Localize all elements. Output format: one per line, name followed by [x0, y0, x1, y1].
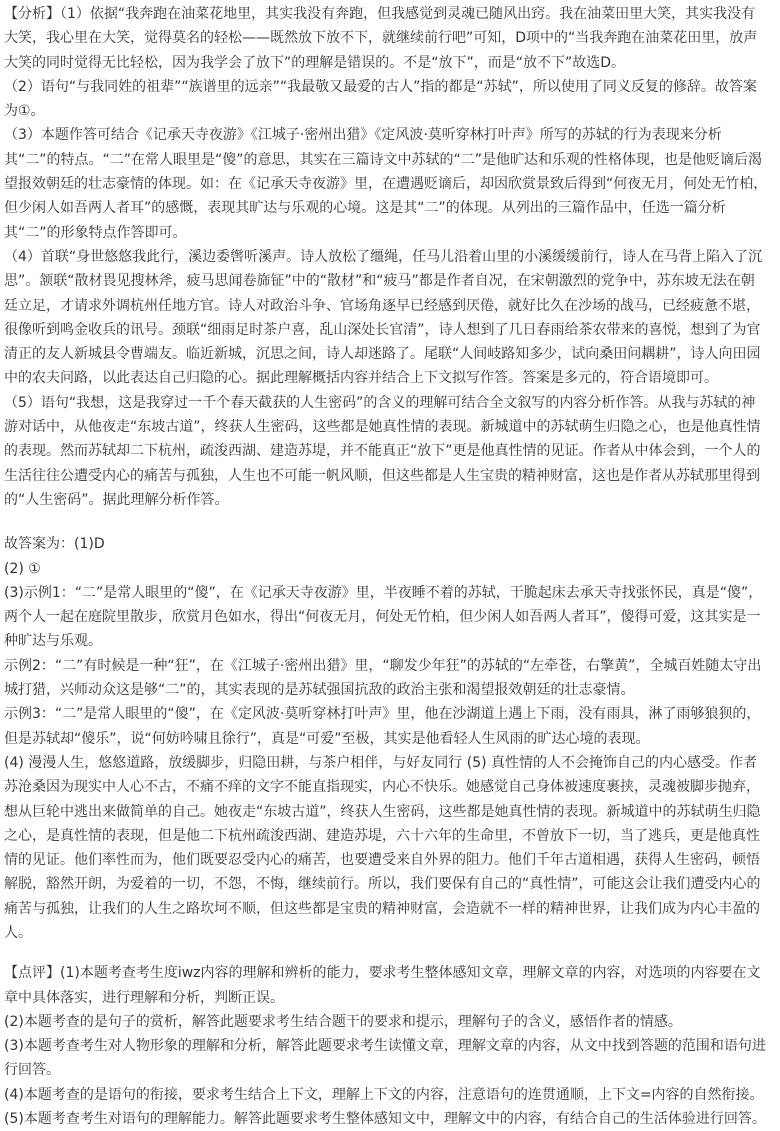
- comment-part-4: (4)本题考查的是语句的衔接，要求考生结合上下文，理解上下文的内容，注意语句的连贯通顺，上下文=内容的自然衔接。: [4, 1086, 764, 1103]
- section-spacer: [4, 512, 768, 532]
- comment-part-3: (3)本题考查考生对人物形象的理解和分析，解答此题要求考生读懂文章，理解文章的内容，从文中找到答题的范围和语句进行回答。: [4, 1038, 766, 1079]
- answer-example-3: 示例3：“二”是常人眼里的“傻”，在《定风波·莫听穿林打叶声》里，他在沙湖道上遇上下雨，没有雨具，淋了雨够狼狈的，但是苏轼却“傻乐”，说“何妨吟啸且徐行”，真是“可爱”至极，其实是他看轻人生风雨的旷达心境的表现。: [4, 706, 761, 747]
- analysis-part-4: （4）首联“身世悠悠我此行，溪边委辔听溪声。诗人放松了缰绳，任马儿沿着山里的小溪缓缓前行，诗人在马背上陷入了沉思”。颔联“散材畏见搜林斧，疲马思闻卷旆钲”中的“散材”和“疲马”都是作者自况，在宋朝激烈的党争中，苏东坡无法在朝廷立足，才请求外调杭州任地方官。诗人对政治斗争、官场角逐早已经感到厌倦，就好比久在沙场的战马，已经疲惫不堪，很像听到鸣金收兵的讯号。颈联“细雨足时茶户喜，乱山深处长官清”，诗人想到了几日春雨给茶农带来的喜悦，想到了为官清正的友人新城县令曹端友。临近新城，沉思之间，诗人却迷路了。尾联“人间岐路知多少，试向桑田问耦耕”，诗人向田园中的农夫问路，以此表达自己归隐的心。据此理解概括内容并结合上下文拟写作答。答案是多元的，符合语境即可。: [4, 248, 763, 387]
- answer-example-1: (3)示例1：“二”是常人眼里的“傻”，在《记承天寺夜游》里，半夜睡不着的苏轼，干脆起床去承天寺找张怀民，真是“傻”，两个人一起在庭院里散步，欣赏月色如水，得出“何夜无月，何处无竹柏，但少闲人如吾两人者耳”，傻得可爱，这其实是一种旷达与乐观。: [4, 584, 763, 650]
- comment-part-5: (5)本题考查考生对语句的理解能力。解答此题要求考生整体感知文中，理解文中的内容，有结合自己的生活体验进行回答。: [4, 1111, 766, 1128]
- analysis-part-1: 【分析】（1）依据“我奔跑在油菜花地里，其实我没有奔跑，但我感觉到灵魂已随风出窍。我在油菜田里大笑，其实我没有大笑，我心里在大笑，觉得莫名的轻松——既然放下放不下，就继续前行吧”可知，D项中的“当我奔跑在油菜花田里，放声大笑的同时觉得无比轻松，因为我学会了放下”的理解是错误的。不是“放下”，而是“放不下”故选D。: [4, 6, 758, 71]
- comment-section: [4, 961, 768, 1131]
- answer-line-2: (2) ①: [4, 560, 41, 577]
- answer-line-1: 故答案为：(1)D: [4, 536, 105, 553]
- analysis-part-5: （5）语句“我想，这是我穿过一千个春天截获的人生密码”的含义的理解可结合全文叙写的内容分析作答。从我与苏轼的神游对话中，从他夜走“东坡古道”，终获人生密码，这些都是她真性情的表现。新城道中的苏轼萌生归隐之心，也是他真性情的表现。然而苏轼却二下杭州，疏浚西湖、建造苏堤，并不能真正“放下”更是他真性情的见证。作者从中体会到，一个人的生活往往公遭受内心的痛苦与孤独，人生也不可能一帆风顺，但这些都是人生宝贵的精神财富，这也是作者从苏轼那里得到的“人生密码”。据此理解分析作答。: [4, 394, 761, 508]
- section-spacer: [4, 945, 768, 961]
- answer-section: [4, 532, 768, 945]
- answer-example-2: 示例2：“二”有时候是一种“狂”，在《江城子·密州出猎》里，“聊发少年狂”的苏轼的“左牵苍，右擎黄”，全城百姓随太守出城打猎，兴师动众这是够“二”的，其实表现的是苏轼强国抗敌的政治主张和渴望报效朝廷的壮志豪情。: [4, 657, 762, 699]
- analysis-section: [4, 2, 768, 512]
- analysis-part-3: （3）本题作答可结合《记承天寺夜游》《江城子·密州出猎》《定风波·莫听穿林打叶声》所写的苏轼的行为表现来分析其“二”的特点。“二”在常人眼里是“傻”的意思，其实在三篇诗文中苏轼的“二”是他旷达和乐观的性格体现，也是他贬谪后渴望报效朝廷的壮志豪情的体现。如：在《记承天寺夜游》里，在遭遇贬谪后，却因欣赏景致后得到“何夜无月，何处无竹柏，但少闲人如吾两人者耳”的感慨，表现其旷达与乐观的心境。这是其“二”的体现。从列出的三篇作品中，任选一篇分析其“二”的形象特点作答即可。: [4, 127, 768, 241]
- answer-part-4-5: (4) 漫漫人生，悠悠道路，放缓脚步，归隐田耕，与茶户相伴，与好友同行 (5) 真性情的人不会掩饰自己的内心感受。作者苏沧桑因为现实中人心不古，不痛不痒的文字不能直指现实，内心不快乐。她感觉自己身体被速度裹挟，灵魂被脚步抛弃，想从巨轮中逃出来做简单的自己。她夜走“东坡古道”，终获人生密码，这些都是她真性情的表现。新城道中的苏轼萌生归隐之心，是真性情的表现，但是他二下杭州疏浚西湖、建造苏堤，六十六年的生命里，不曾放下一切，当了逃兵，更是他真性情的见证。他们率性而为，他们既要忍受内心的痛苦，也要遭受来自外界的阻力。他们千年古道相遇，获得人生密码，顿悟解脱，豁然开朗，为爱着的一切，不怨，不悔，继续前行。所以，我们要保有自己的“真性情”，可能这会让我们遭受内心的痛苦与孤独，让我们的人生之路坎坷不顺，但这些都是宝贵的精神财富，会造就不一样的精神世界，让我们成为内心丰盈的人。: [4, 754, 761, 941]
- analysis-part-2: （2）语句“与我同姓的祖辈”“族谱里的远亲”“我最敬又最爱的古人”指的都是“苏轼”，所以使用了同义反复的修辞。故答案为①。: [4, 78, 757, 120]
- comment-part-2: (2)本题考查的是句子的赏析，解答此题要求考生结合题干的要求和提示，理解句子的含义，感悟作者的情感。: [4, 1013, 682, 1030]
- comment-part-1: 【点评】(1)本题考查考生度iwz内容的理解和辨析的能力，要求考生整体感知文章，理解文章的内容，对选项的内容要在文章中具体落实，进行理解和分析，判断正误。: [4, 965, 761, 1006]
